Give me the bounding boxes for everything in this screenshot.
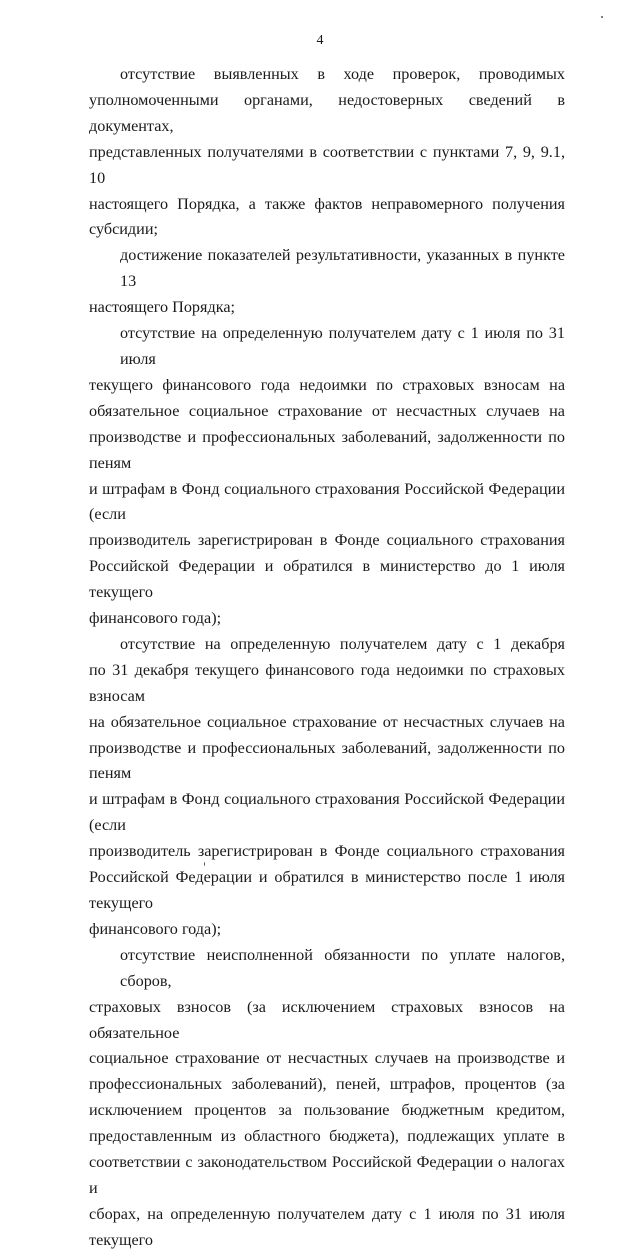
text-line: и штрафам в Фонд социального страхования Российской Федерации (если [89, 790, 565, 835]
page-number: 4 [316, 33, 324, 48]
text-line: отсутствие выявленных в ходе проверок, проводимых [120, 65, 565, 83]
text-line: соответствии с законодательством Российской Федерации о налогах и [89, 1153, 565, 1197]
text-line: исключением процентов за пользование бюджетным кредитом, [89, 1101, 565, 1120]
text-line: производстве и профессиональных заболеваний, задолженности по пеням [89, 427, 565, 472]
text-line: настоящего Порядка, а также фактов неправомерного получения субсидии; [89, 194, 565, 239]
text-line: производитель зарегистрирован в Фонде социального страхования [89, 531, 565, 550]
text-line: Российской Федерации и обратился в министерство до 1 июля текущего [89, 557, 565, 602]
text-line: производитель зарегистрирован в Фонде социального страхования [89, 842, 565, 861]
paragraph [89, 321, 565, 632]
text-line: Российской Федерации и обратился в министерство после 1 июля текущего [89, 868, 565, 912]
text-line: финансового года); [89, 609, 222, 628]
text-line: страховых взносов (за исключением страховых взносов на обязательное [89, 997, 565, 1042]
text-line: уполномоченными органами, недостоверных сведений в документах, [89, 90, 565, 135]
text-line: на обязательное социальное страхование от несчастных случаев на [89, 712, 565, 731]
document-body [89, 62, 565, 1254]
text-line: предоставленным из областного бюджета), подлежащих уплате в [89, 1127, 565, 1146]
text-line: и штрафам в Фонд социального страхования Российской Федерации (если [89, 479, 565, 524]
text-line: сборах, на определенную получателем дату с 1 июля по 31 июля текущего [89, 1204, 565, 1249]
scan-speck [204, 862, 205, 866]
text-line: финансового года); [89, 919, 222, 938]
text-line: по 31 декабря текущего финансового года недоимки по страховых взносам [89, 660, 565, 705]
text-line: представленных получателями в соответствии с пунктами 7, 9, 9.1, 10 [89, 142, 565, 187]
paragraph [89, 943, 565, 1254]
paragraph [89, 632, 565, 943]
text-line: настоящего Порядка; [89, 298, 236, 317]
text-line: текущего финансового года недоимки по страховых взносам на [89, 375, 565, 394]
text-line: отсутствие на определенную получателем дату с 1 декабря [120, 634, 565, 653]
text-line: обязательное социальное страхование от несчастных случаев на [89, 401, 565, 420]
paragraph [89, 62, 565, 243]
text-line: производстве и профессиональных заболеваний, задолженности по пеням [89, 738, 565, 783]
paragraph [89, 243, 565, 321]
text-line: отсутствие на определенную получателем дату с 1 июля по 31 июля [120, 324, 565, 368]
text-line: отсутствие неисполненной обязанности по уплате налогов, сборов, [120, 945, 565, 990]
scan-speck [601, 16, 603, 18]
text-line: социальное страхование от несчастных случаев на производстве и [89, 1049, 565, 1068]
text-line: достижение показателей результативности, указанных в пункте 13 [120, 246, 565, 291]
text-line: профессиональных заболеваний), пеней, штрафов, процентов (за [89, 1075, 565, 1094]
